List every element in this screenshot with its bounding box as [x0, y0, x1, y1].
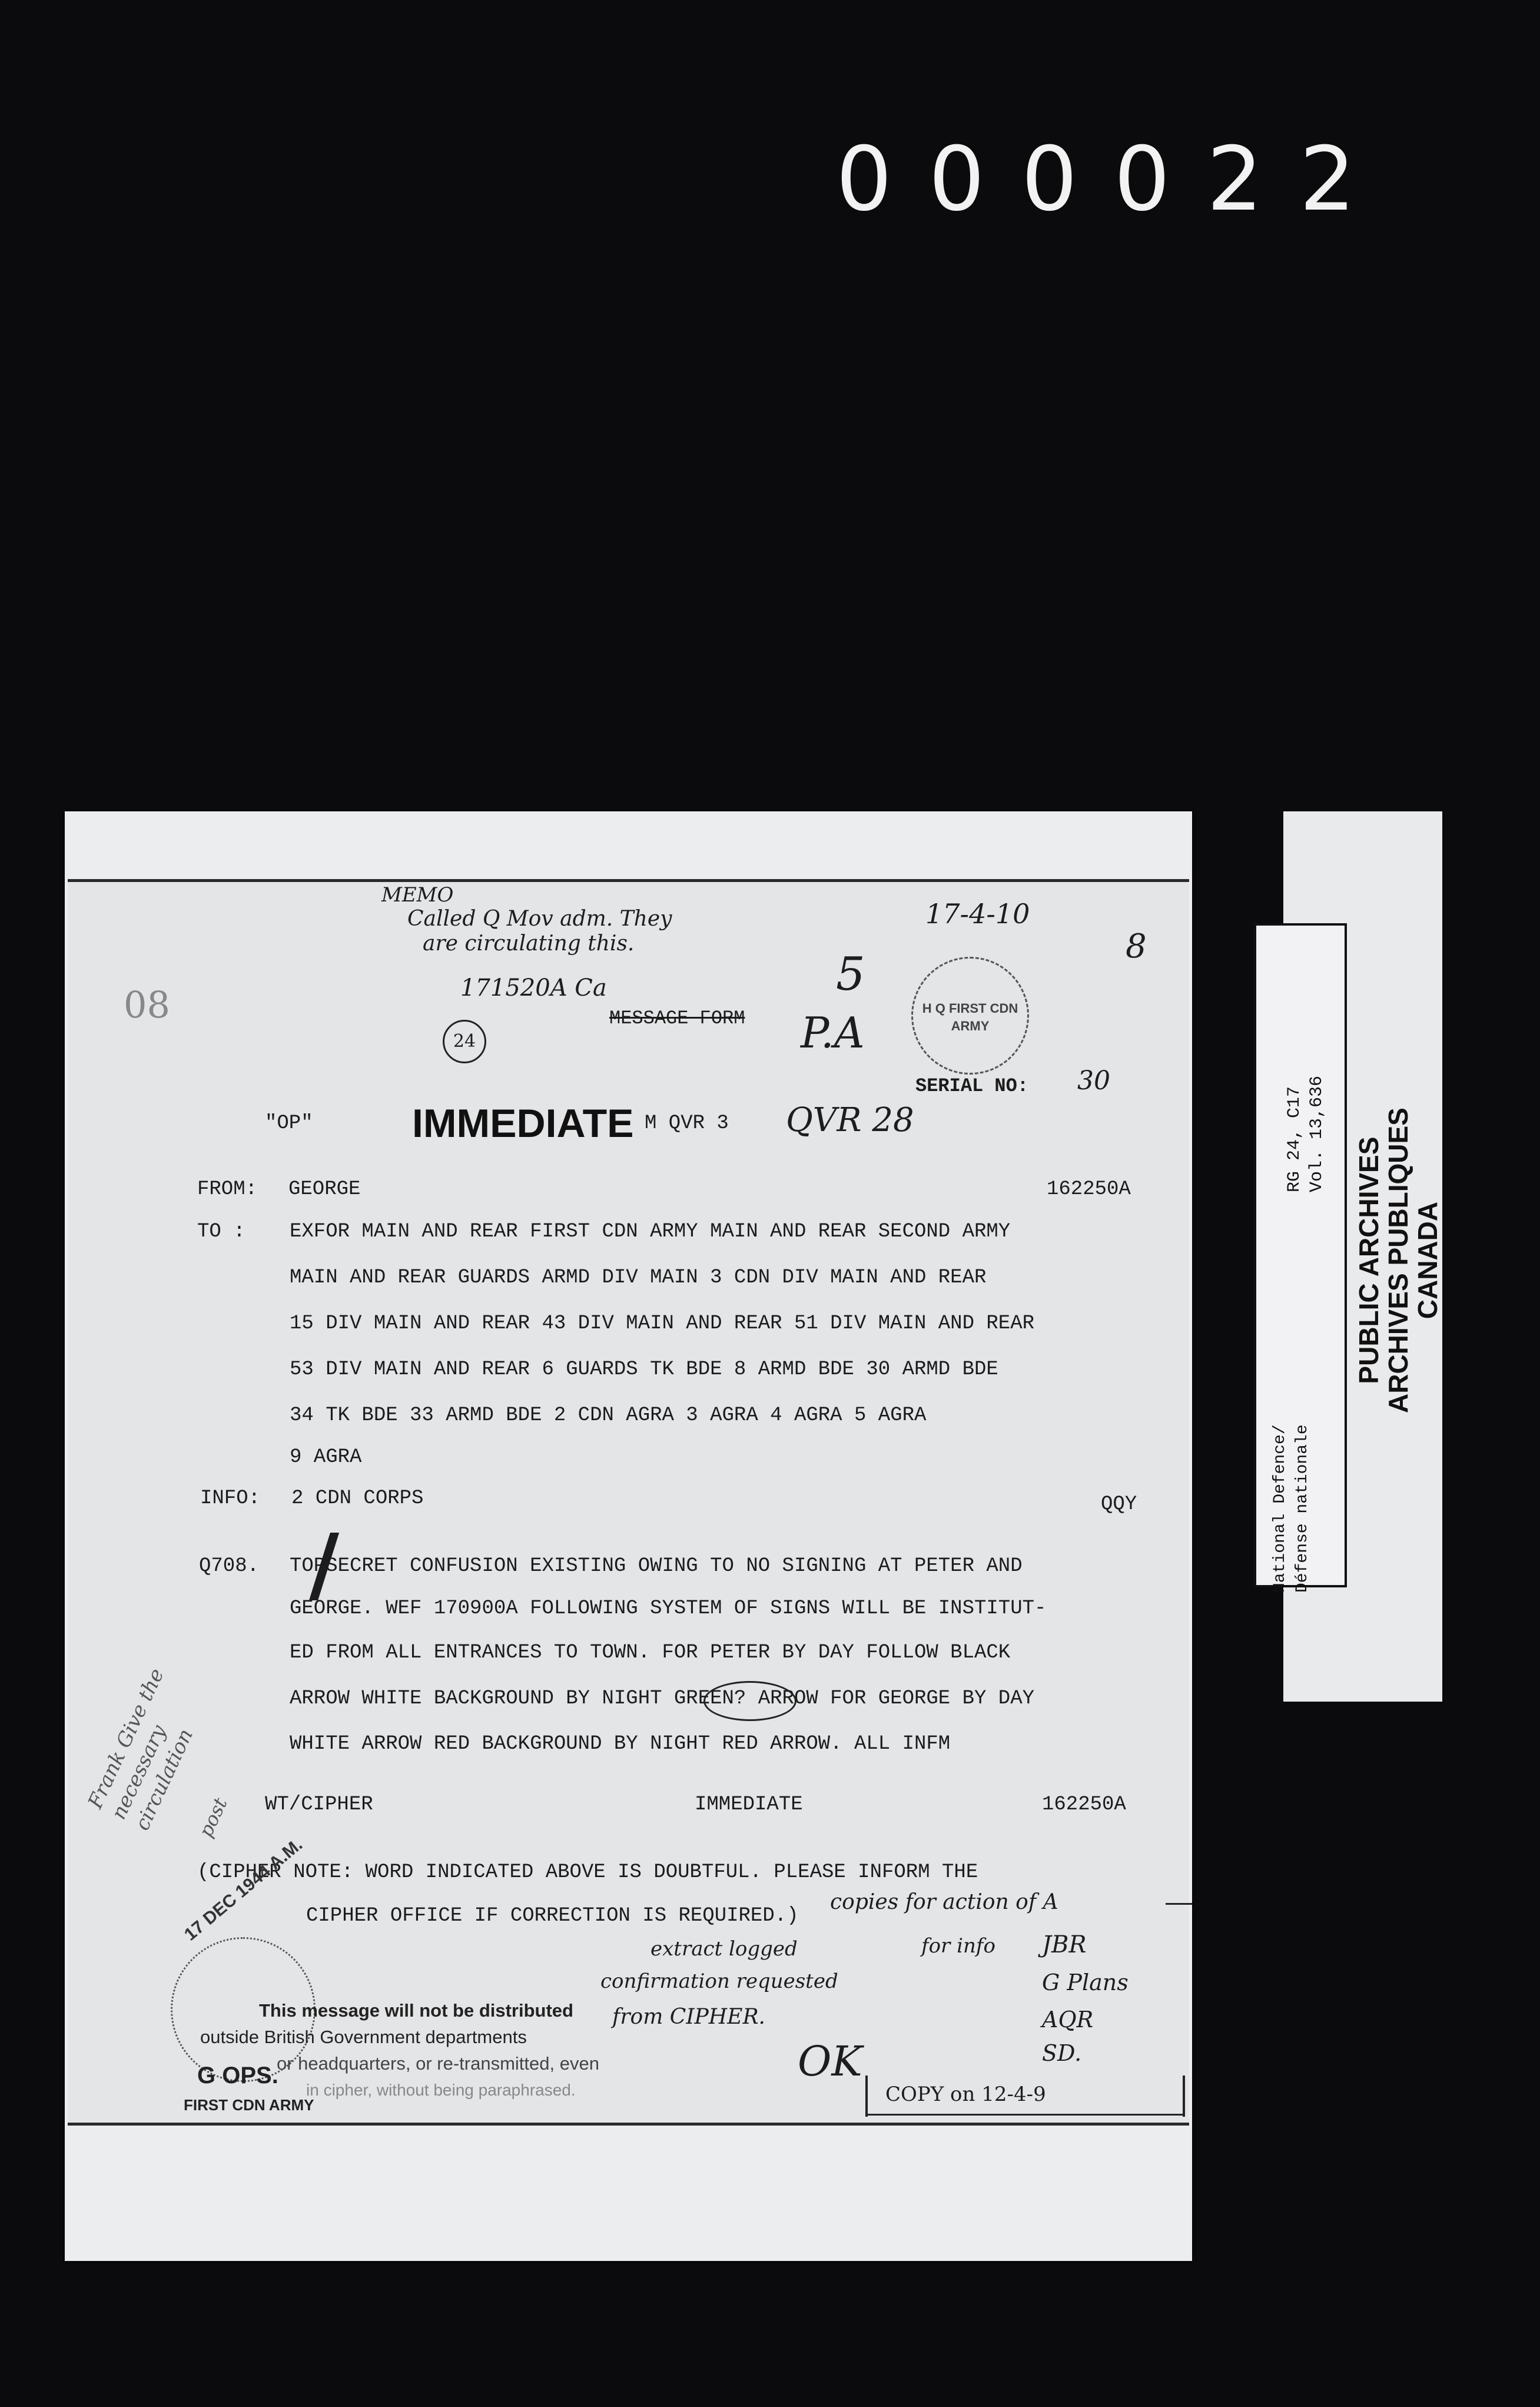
- handwritten-note-line1: Called Q Mov adm. They: [407, 907, 672, 931]
- archives-name-line: CANADA: [1412, 1201, 1443, 1319]
- wt-cipher: WT/CIPHER: [265, 1793, 373, 1816]
- handwritten-note-line2: are circulating this.: [423, 931, 635, 956]
- to-addressee-line: 53 DIV MAIN AND REAR 6 GUARDS TK BDE 8 ARMD BDE 30 ARMD BDE: [290, 1358, 998, 1381]
- archives-name-line: PUBLIC ARCHIVES: [1353, 1136, 1384, 1384]
- top-date-stamp: [911, 957, 1029, 1075]
- archive-reference-line: RG 24, C17: [1285, 1086, 1305, 1192]
- cipher-note-line: CIPHER OFFICE IF CORRECTION IS REQUIRED.): [306, 1905, 799, 1927]
- message-number: Q708.: [199, 1555, 260, 1577]
- to-addressee-line: EXFOR MAIN AND REAR FIRST CDN ARMY MAIN AND REAR SECOND ARMY: [290, 1221, 1011, 1243]
- message-body-line: TOPSECRET CONFUSION EXISTING OWING TO NO SIGNING AT PETER AND: [290, 1555, 1023, 1577]
- archives-name-line: ARCHIVES PUBLIQUES: [1383, 1108, 1413, 1413]
- handwritten-copies-action: copies for action of A: [830, 1890, 1058, 1914]
- disclaimer-line: or headquarters, or re-transmitted, even: [277, 2053, 599, 2074]
- message-body-line: WHITE ARROW RED BACKGROUND BY NIGHT RED ARROW. ALL INFM: [290, 1733, 951, 1755]
- precedence-footer: IMMEDIATE: [695, 1793, 803, 1816]
- qqy-code: QQY: [1101, 1493, 1137, 1516]
- archives-name: [1354, 1108, 1442, 1413]
- handwritten-dtg: 171520A Ca: [460, 974, 607, 1002]
- handwritten-confirmation: confirmation requested: [600, 1970, 838, 1993]
- copy-on-text: COPY on 12-4-9: [885, 2083, 1046, 2106]
- form-title: MESSAGE FORM: [609, 1007, 745, 1029]
- doubtful-word-circle: [703, 1681, 796, 1721]
- info-value: 2 CDN CORPS: [291, 1487, 424, 1510]
- handwritten-extract: extract logged: [650, 1937, 798, 1961]
- copy-on-box: [865, 2076, 1185, 2117]
- margin-note-end: post: [194, 1794, 232, 1841]
- handwritten-date: 17-4-10: [925, 898, 1030, 930]
- distribution-line: AQR: [1042, 2007, 1094, 2033]
- distribution-line: SD.: [1042, 2040, 1082, 2066]
- from-value: GEORGE: [288, 1178, 361, 1201]
- message-body-line: ED FROM ALL ENTRANCES TO TOWN. FOR PETER BY DAY FOLLOW BLACK: [290, 1642, 1011, 1664]
- op-marker: "OP": [265, 1112, 313, 1135]
- archive-department-line: Défense nationale: [1293, 1424, 1312, 1593]
- handwritten-from-cipher: from CIPHER.: [612, 2005, 765, 2029]
- handwritten-pa: P.A: [801, 1008, 865, 1057]
- archive-department-line: National Defence/: [1271, 1424, 1289, 1593]
- bottom-stamp-ops: G OPS.: [197, 2063, 278, 2088]
- copy-box-underline: [865, 2114, 1183, 2116]
- handwritten-slash: /: [309, 1516, 340, 1613]
- bottom-stamp-date: 17 DEC 1944 A.M.: [180, 1835, 307, 1945]
- handwritten-copies-info: for info: [921, 1934, 995, 1958]
- disclaimer-line: outside British Government departments: [200, 2027, 527, 2047]
- message-body-line: GEORGE. WEF 170900A FOLLOWING SYSTEM OF SIGNS WILL BE INSTITUT-: [290, 1597, 1047, 1620]
- handwritten-left-mark: 08: [124, 983, 170, 1026]
- top-stamp-text: H Q FIRST CDN ARMY: [922, 1001, 1018, 1033]
- handwritten-memo: MEMO: [381, 883, 454, 907]
- handwritten-qvr: QVR 28: [786, 1101, 914, 1139]
- to-label: TO :: [197, 1221, 245, 1243]
- to-addressee-line: MAIN AND REAR GUARDS ARMD DIV MAIN 3 CDN DIV MAIN AND REAR: [290, 1267, 987, 1289]
- message-body-line: ARROW WHITE BACKGROUND BY NIGHT GREEN? ARROW FOR GEORGE BY DAY: [290, 1687, 1035, 1710]
- time-of-origin: 162250A: [1047, 1178, 1131, 1201]
- archive-reference-line: Vol. 13,636: [1307, 1075, 1327, 1192]
- distribution-line: JBR: [1042, 1931, 1087, 1958]
- disclaimer-line: This message will not be distributed: [259, 2000, 573, 2021]
- cipher-note-line: (CIPHER NOTE: WORD INDICATED ABOVE IS DOUBTFUL. PLEASE INFORM THE: [197, 1861, 978, 1884]
- time-footer: 162250A: [1042, 1793, 1126, 1816]
- handwritten-eight: 8: [1126, 927, 1147, 966]
- qvr-typed: M QVR 3: [645, 1112, 729, 1135]
- frame-number: 000022: [836, 128, 1392, 231]
- handwritten-five: 5: [836, 948, 865, 1001]
- archive-department: [1269, 1424, 1314, 1593]
- serial-label: SERIAL NO:: [915, 1075, 1029, 1097]
- bracket-line: [1166, 1903, 1192, 1905]
- to-addressee-line: 34 TK BDE 33 ARMD BDE 2 CDN AGRA 3 AGRA 4 AGRA 5 AGRA: [290, 1404, 927, 1427]
- serial-value: 30: [1077, 1066, 1110, 1096]
- to-addressee-line: 15 DIV MAIN AND REAR 43 DIV MAIN AND REAR 51 DIV MAIN AND REAR: [290, 1312, 1035, 1335]
- precedence-immediate: IMMEDIATE: [412, 1101, 634, 1146]
- distribution-line: G Plans: [1042, 1970, 1129, 1995]
- from-label: FROM:: [197, 1178, 258, 1201]
- disclaimer-line: in cipher, without being paraphrased.: [306, 2081, 576, 2099]
- margin-note: Frank Give the necessary circulation: [83, 1665, 198, 1834]
- to-addressee-line: 9 AGRA: [290, 1446, 362, 1468]
- bottom-stamp-army: FIRST CDN ARMY: [184, 2096, 314, 2114]
- info-label: INFO:: [200, 1487, 261, 1510]
- handwritten-initials: OK: [798, 2037, 862, 2086]
- archive-reference: [1283, 1076, 1328, 1192]
- circled-number: 24: [443, 1020, 486, 1063]
